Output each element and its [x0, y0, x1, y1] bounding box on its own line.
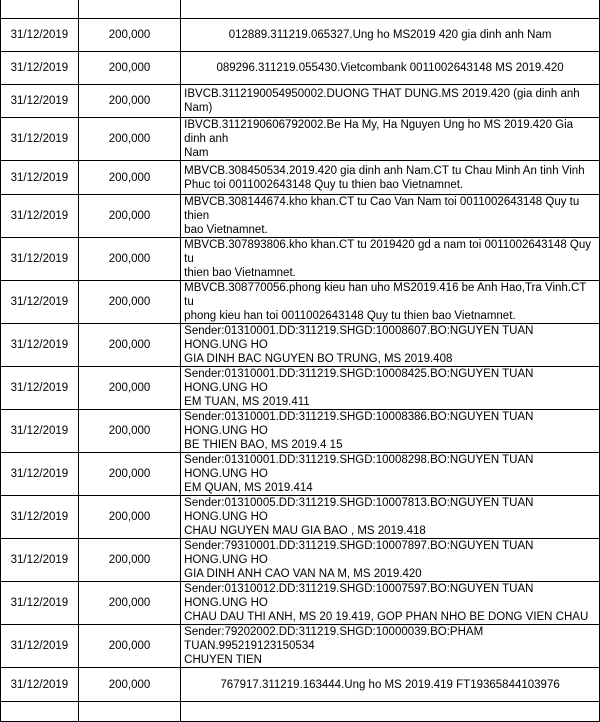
table-row [1, 85, 600, 118]
amount-cell [78, 0, 180, 19]
amount-cell: 200,000 [78, 52, 180, 85]
date-cell [1, 702, 79, 722]
description-cell: Sender:01310001.DD:311219.SHGD:10008607.BO:NGUYEN TUAN HONG.UNG HO GIA DINH BAC NGUYEN BO TRUNG, MS 2019.408 [181, 324, 600, 367]
date-cell: 31/12/2019 [1, 85, 79, 118]
date-cell: 31/12/2019 [1, 453, 79, 496]
date-cell: 31/12/2019 [1, 367, 79, 410]
description-cell: 012889.311219.065327.Ung ho MS2019 420 gia dinh anh Nam [181, 19, 600, 52]
date-cell: 31/12/2019 [1, 52, 79, 85]
description-cell: 089296.311219.055430.Vietcombank 0011002643148 MS 2019.420 [181, 52, 600, 85]
description-cell: Sender:79310001.DD:311219.SHGD:10007897.BO:NGUYEN TUAN HONG.UNG HO GIA DINH ANH CAO VAN NA M, MS 2019.420 [181, 539, 600, 582]
date-cell: 31/12/2019 [1, 625, 79, 668]
amount-cell: 200,000 [78, 161, 180, 195]
table-row [1, 118, 600, 161]
table-row [1, 238, 600, 281]
description-cell: Sender:01310001.DD:311219.SHGD:10008386.BO:NGUYEN TUAN HONG.UNG HO BE THIEN BAO, MS 2019.4 15 [181, 410, 600, 453]
table-row [1, 702, 600, 722]
description-cell: MBVCB.308770056.phong kieu han uho MS2019.416 be Anh Hao,Tra Vinh.CT tu phong kieu han toi 0011002643148 Quy tu thien bao Vietnamnet. [181, 281, 600, 324]
date-cell: 31/12/2019 [1, 410, 79, 453]
amount-cell: 200,000 [78, 195, 180, 238]
table-row [1, 539, 600, 582]
table-row [1, 410, 600, 453]
date-cell: 31/12/2019 [1, 324, 79, 367]
amount-cell: 200,000 [78, 668, 180, 702]
table-row [1, 19, 600, 52]
table-row [1, 52, 600, 85]
table-row [1, 496, 600, 539]
date-cell: 31/12/2019 [1, 281, 79, 324]
date-cell: 31/12/2019 [1, 195, 79, 238]
description-cell: IBVCB.3112190606792002.Be Ha My, Ha Nguyen Ung ho MS 2019.420 Gia dinh anh Nam [181, 118, 600, 161]
amount-cell: 200,000 [78, 19, 180, 52]
table-row [1, 582, 600, 625]
description-cell: 767917.311219.163444.Ung ho MS 2019.419 FT19365844103976 [181, 668, 600, 702]
description-cell: Sender:79202002.DD:311219.SHGD:10000039.BO:PHAM TUAN.995219123150534 CHUYEN TIEN [181, 625, 600, 668]
description-cell: IBVCB.3112190054950002.DUONG THAT DUNG.MS 2019.420 (gia dinh anh Nam) [181, 85, 600, 118]
date-cell [1, 0, 79, 19]
amount-cell: 200,000 [78, 496, 180, 539]
amount-cell: 200,000 [78, 324, 180, 367]
amount-cell: 200,000 [78, 118, 180, 161]
table-row [1, 281, 600, 324]
table-row [1, 0, 600, 19]
transaction-table-body [1, 0, 600, 722]
table-row [1, 625, 600, 668]
table-row [1, 161, 600, 195]
table-row [1, 195, 600, 238]
amount-cell: 200,000 [78, 281, 180, 324]
table-row [1, 324, 600, 367]
date-cell: 31/12/2019 [1, 668, 79, 702]
amount-cell: 200,000 [78, 85, 180, 118]
amount-cell: 200,000 [78, 367, 180, 410]
description-cell: MBVCB.307893806.kho khan.CT tu 2019420 gd a nam toi 0011002643148 Quy tu thien bao Vietnamnet. [181, 238, 600, 281]
amount-cell: 200,000 [78, 539, 180, 582]
description-cell: Sender:01310001.DD:311219.SHGD:10008425.BO:NGUYEN TUAN HONG.UNG HO EM TUAN, MS 2019.411 [181, 367, 600, 410]
date-cell: 31/12/2019 [1, 496, 79, 539]
date-cell: 31/12/2019 [1, 238, 79, 281]
date-cell: 31/12/2019 [1, 582, 79, 625]
amount-cell [78, 702, 180, 722]
amount-cell: 200,000 [78, 582, 180, 625]
description-cell [181, 702, 600, 722]
description-cell: Sender:01310005.DD:311219.SHGD:10007813.BO:NGUYEN TUAN HONG.UNG HO CHAU NGUYEN MAU GIA BAO , MS 2019.418 [181, 496, 600, 539]
description-cell: Sender:01310001.DD:311219.SHGD:10008298.BO:NGUYEN TUAN HONG.UNG HO EM QUAN, MS 2019.414 [181, 453, 600, 496]
table-row [1, 453, 600, 496]
date-cell: 31/12/2019 [1, 161, 79, 195]
description-cell [181, 0, 600, 19]
amount-cell: 200,000 [78, 453, 180, 496]
date-cell: 31/12/2019 [1, 118, 79, 161]
description-cell: MBVCB.308450534.2019.420 gia dinh anh Nam.CT tu Chau Minh An tinh Vinh Phuc toi 0011002643148 Quy tu thien bao Vietnamnet. [181, 161, 600, 195]
date-cell: 31/12/2019 [1, 539, 79, 582]
date-cell: 31/12/2019 [1, 19, 79, 52]
amount-cell: 200,000 [78, 238, 180, 281]
table-row [1, 668, 600, 702]
description-cell: MBVCB.308144674.kho khan.CT tu Cao Van Nam toi 0011002643148 Quy tu thien bao Vietnamnet. [181, 195, 600, 238]
amount-cell: 200,000 [78, 410, 180, 453]
amount-cell: 200,000 [78, 625, 180, 668]
table-row [1, 367, 600, 410]
description-cell: Sender:01310012.DD:311219.SHGD:10007597.BO:NGUYEN TUAN HONG.UNG HO CHAU DAU THI ANH, MS 20 19.419, GOP PHAN NHO BE DONG VIEN CHAU [181, 582, 600, 625]
